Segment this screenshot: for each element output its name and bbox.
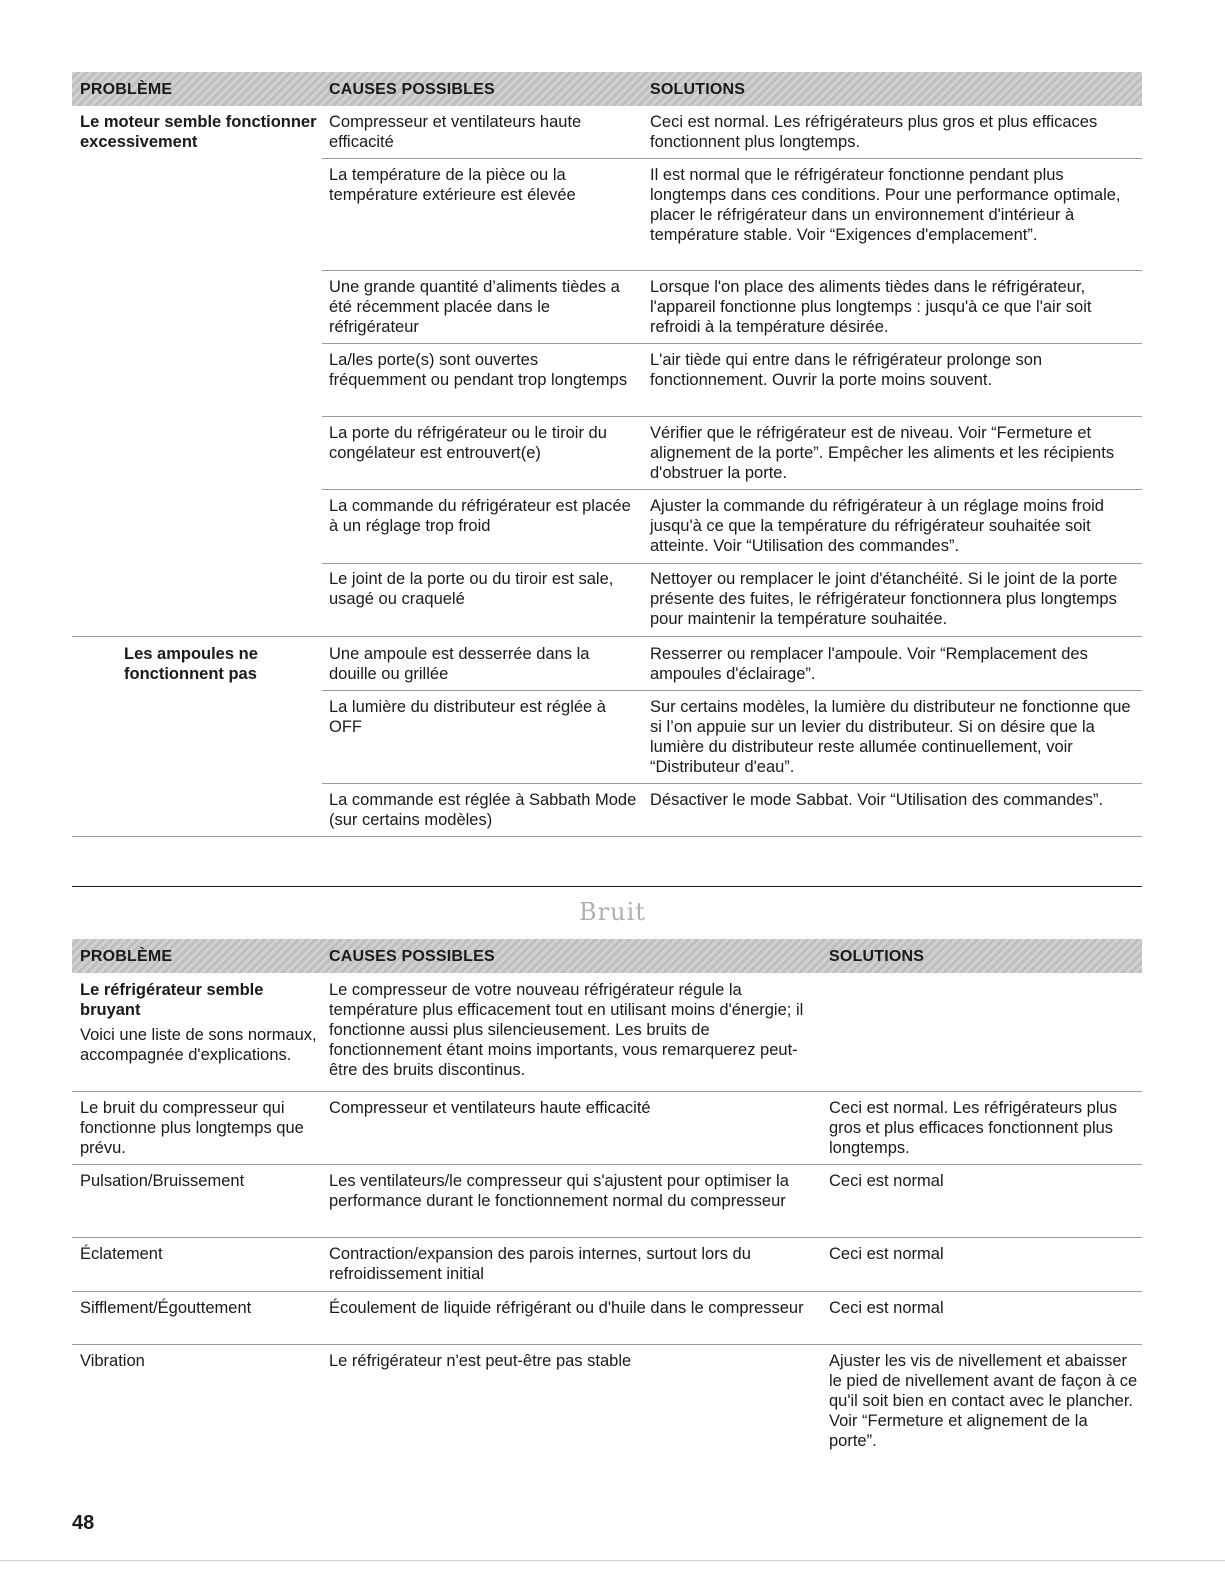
page-bottom-rule <box>0 1560 1225 1561</box>
problem-label: Le moteur semble fonctionner excessivement <box>80 113 317 151</box>
cause-cell: La commande du réfrigérateur est placée à un réglage trop froid <box>329 497 631 535</box>
problem-cell: Le bruit du compresseur qui fonctionne plus longtemps que prévu. <box>80 1099 304 1157</box>
cause-cell: Compresseur et ventilateurs haute efficacité <box>329 1099 651 1117</box>
header-causes: CAUSES POSSIBLES <box>329 81 495 98</box>
row-divider <box>72 1237 1142 1238</box>
solution-cell: Désactiver le mode Sabbat. Voir “Utilisation des commandes”. <box>650 791 1104 809</box>
section-separator <box>72 886 1142 887</box>
header-problem: PROBLÈME <box>80 948 173 965</box>
row-divider <box>322 563 1142 564</box>
row-divider <box>322 489 1142 490</box>
cause-cell: La commande est réglée à Sabbath Mode (sur certains modèles) <box>329 791 637 829</box>
row-divider <box>72 836 1142 837</box>
problem-cell: Pulsation/Bruissement <box>80 1172 245 1190</box>
cause-cell: Une grande quantité d’aliments tièdes a été récemment placée dans le réfrigérateur <box>329 278 620 336</box>
problem-label: Le réfrigérateur semble bruyant <box>80 981 264 1019</box>
row-divider <box>72 636 1142 637</box>
solution-cell: Sur certains modèles, la lumière du distributeur ne fonctionne que si l’on appuie sur un levier du distributeur. Si on désire que la lumière du distributeur reste allumée continuellement, voir “Distributeur d'eau”. <box>650 698 1131 776</box>
section-title: Bruit <box>579 898 646 926</box>
row-divider <box>322 270 1142 271</box>
solution-cell: Ceci est normal. Les réfrigérateurs plus gros et plus efficaces fonctionnent plus longtemps. <box>650 113 1098 151</box>
cause-cell: Le réfrigérateur n'est peut-être pas stable <box>329 1352 632 1370</box>
solution-cell: Vérifier que le réfrigérateur est de niveau. Voir “Fermeture et alignement de la porte”. Empêcher les aliments et les récipients d'obstruer la porte. <box>650 424 1115 482</box>
solution-cell: Nettoyer ou remplacer le joint d'étanchéité. Si le joint de la porte présente des fuites, le réfrigérateur fonctionnera plus longtemps pour maintenir la température souhaitée. <box>650 570 1118 628</box>
row-divider <box>322 343 1142 344</box>
problem-cell: Sifflement/Égouttement <box>80 1299 252 1317</box>
cause-cell: La lumière du distributeur est réglée à OFF <box>329 698 606 736</box>
cause-cell: Le compresseur de votre nouveau réfrigérateur régule la température plus efficacement tout en utilisant moins d'énergie; il fonctionne aussi plus silencieusement. Les bruits de fonctionnement étant moins importants, vous remarquerez peut-être des bruits discontinus. <box>329 981 804 1079</box>
row-divider <box>322 158 1142 159</box>
solution-cell: Ceci est normal <box>829 1299 944 1317</box>
row-divider <box>72 1291 1142 1292</box>
row-divider <box>72 1091 1142 1092</box>
cause-cell: Compresseur et ventilateurs haute efficacité <box>329 113 582 151</box>
row-divider <box>72 1164 1142 1165</box>
troubleshooting-table-moteur <box>72 72 1142 829</box>
solution-cell: L'air tiède qui entre dans le réfrigérateur prolonge son fonctionnement. Ouvrir la porte moins souvent. <box>650 351 1043 389</box>
problem-note: Voici une liste de sons normaux, accompagnée d'explications. <box>80 1026 317 1064</box>
solution-cell: Resserrer ou remplacer l'ampoule. Voir “Remplacement des ampoules d'éclairage”. <box>650 645 1088 683</box>
solution-cell: Lorsque l'on place des aliments tièdes dans le réfrigérateur, l'appareil fonctionne plus longtemps : jusqu'à ce que l'air soit refroidi à la température désirée. <box>650 278 1092 336</box>
cause-cell: Une ampoule est desserrée dans la douille ou grillée <box>329 645 590 683</box>
page-number: 48 <box>72 1512 95 1534</box>
solution-cell: Ceci est normal <box>829 1172 944 1190</box>
problem-cell: Vibration <box>80 1352 145 1370</box>
cause-cell: Le joint de la porte ou du tiroir est sale, usagé ou craquelé <box>329 570 614 608</box>
cause-cell: La porte du réfrigérateur ou le tiroir du congélateur est entrouvert(e) <box>329 424 607 462</box>
troubleshooting-table-bruit <box>72 939 1142 1450</box>
row-divider <box>72 1344 1142 1345</box>
header-problem: PROBLÈME <box>80 81 173 98</box>
header-causes: CAUSES POSSIBLES <box>329 948 495 965</box>
problem-cell: Éclatement <box>80 1245 163 1263</box>
cause-cell: Écoulement de liquide réfrigérant ou d'huile dans le compresseur <box>329 1299 804 1317</box>
solution-cell: Ajuster la commande du réfrigérateur à un réglage moins froid jusqu'à ce que la température du réfrigérateur souhaitée soit atteinte. Voir “Utilisation des commandes”. <box>650 497 1104 555</box>
header-solutions: SOLUTIONS <box>829 948 925 965</box>
row-divider <box>322 416 1142 417</box>
cause-cell: Les ventilateurs/le compresseur qui s'ajustent pour optimiser la performance durant le fonctionnement normal du compresseur <box>329 1172 789 1210</box>
cause-cell: Contraction/expansion des parois internes, surtout lors du refroidissement initial <box>329 1245 751 1283</box>
cause-cell: La/les porte(s) sont ouvertes fréquemment ou pendant trop longtemps <box>329 351 628 389</box>
solution-cell: Ceci est normal. Les réfrigérateurs plus gros et plus efficaces fonctionnent plus longtemps. <box>829 1099 1117 1157</box>
solution-cell: Il est normal que le réfrigérateur fonctionne pendant plus longtemps dans ces conditions. Pour une performance optimale, placer le réfrigérateur dans un environnement d'intérieur à température stable. Voir “Exigences d'emplacement”. <box>650 166 1121 244</box>
problem-label: Les ampoules ne fonctionnent pas <box>124 645 258 683</box>
cause-cell: La température de la pièce ou la température extérieure est élevée <box>329 166 576 204</box>
solution-cell: Ajuster les vis de nivellement et abaisser le pied de nivellement avant de façon à ce qu'il soit bien en contact avec le plancher. Voir “Fermeture et alignement de la porte”. <box>829 1352 1138 1450</box>
header-solutions: SOLUTIONS <box>650 81 746 98</box>
table-header <box>72 72 1142 106</box>
solution-cell: Ceci est normal <box>829 1245 944 1263</box>
table-header <box>72 939 1142 973</box>
row-divider <box>322 783 1142 784</box>
row-divider <box>322 690 1142 691</box>
